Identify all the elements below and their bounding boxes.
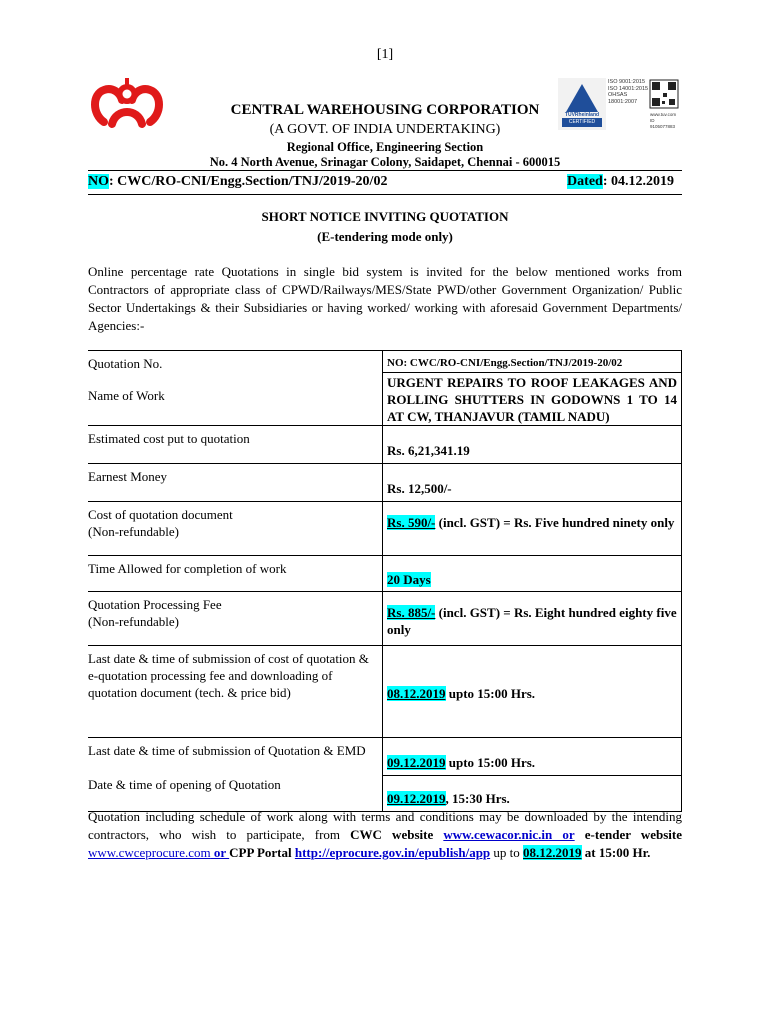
table-row-processing-fee (88, 592, 682, 646)
name-of-work-label: Name of Work (88, 373, 383, 426)
processing-fee-value (383, 592, 682, 646)
opening-date: 09.12.2019 (387, 791, 446, 806)
ref-no-value: : CWC/RO-CNI/Engg.Section/TNJ/2019-20/02 (109, 174, 388, 189)
last-date-emd-time: upto 15:00 Hrs. (445, 755, 536, 770)
table-row-earnest-money (88, 464, 682, 502)
notice-title: SHORT NOTICE INVITING QUOTATION (261, 209, 509, 224)
ref-dated-label: Dated (567, 174, 603, 189)
quotation-details-table (88, 350, 682, 812)
document-cost-label-line2: (Non-refundable) (88, 524, 179, 539)
time-allowed-days: 20 Days (387, 572, 431, 587)
etender-website-link[interactable]: www.cwceprocure.com (88, 845, 211, 860)
reference-date (567, 174, 674, 190)
footer-deadline-time: at 15:00 Hr. (581, 845, 651, 860)
opening-time: , 15:30 Hrs. (445, 791, 510, 806)
name-of-work-value: URGENT REPAIRS TO ROOF LEAKAGES AND ROLLING SHUTTERS IN GODOWNS 1 TO 14 AT CW, THANJAVUR (TAMIL NADU) (383, 373, 682, 426)
ref-dated-value: : 04.12.2019 (602, 174, 674, 189)
table-row-document-cost (88, 502, 682, 556)
document-cost-label-line1: Cost of quotation document (88, 507, 233, 522)
cwc-website-label: CWC website (350, 827, 444, 842)
time-allowed-value (383, 556, 682, 592)
cert-id: ID 9105077883 (650, 118, 676, 129)
cert-ohsas: OHSAS (608, 92, 628, 98)
table-row-quotation-no (88, 351, 682, 373)
ref-no-label: NO (88, 174, 109, 189)
table-row-last-date-document (88, 646, 682, 738)
estimated-cost-value: Rs. 6,21,341.19 (383, 426, 682, 464)
opening-label: Date & time of opening of Quotation (88, 776, 383, 812)
estimated-cost-label: Estimated cost put to quotation (88, 426, 383, 464)
last-date-emd-value (383, 738, 682, 776)
footer-text: Quotation including schedule of work along with terms and conditions may be downloaded by the intending contractors, who wish to participate, from (88, 809, 682, 842)
last-date-document-date: 08.12.2019 (387, 686, 446, 701)
footer-upto: up to (490, 845, 524, 860)
header-rule-top (88, 170, 682, 171)
etender-website-label: e-tender website (584, 827, 683, 842)
processing-fee-label-line1: Quotation Processing Fee (88, 597, 222, 612)
processing-fee-label (88, 592, 383, 646)
opening-value (383, 776, 682, 812)
tuv-certified-text: CERTIFIED (568, 119, 596, 125)
notice-subtitle: (E-tendering mode only) (317, 229, 453, 244)
quotation-no-value: NO: CWC/RO-CNI/Engg.Section/TNJ/2019-20/02 (383, 351, 682, 373)
office-address: No. 4 North Avenue, Srinagar Colony, Saidapet, Chennai - 600015 (209, 155, 561, 169)
footer-deadline-date: 08.12.2019 (523, 845, 582, 860)
table-row-name-of-work (88, 373, 682, 426)
tuv-mark-text: TÜVRheinland (564, 112, 600, 118)
processing-fee-label-line2: (Non-refundable) (88, 614, 179, 629)
last-date-document-value (383, 646, 682, 738)
processing-fee-amount: Rs. 885/- (387, 605, 436, 620)
cert-ohsas-year: 18001:2007 (608, 98, 638, 105)
cpp-portal-link[interactable]: http://eprocure.gov.in/epublish/app (294, 845, 491, 860)
last-date-document-time: upto 15:00 Hrs. (445, 686, 536, 701)
document-cost-words: (incl. GST) = Rs. Five hundred ninety only (435, 515, 675, 530)
header-rule-bottom (88, 194, 682, 195)
table-row-last-date-emd (88, 738, 682, 776)
etender-or-text: or (210, 845, 230, 860)
last-date-document-label: Last date & time of submission of cost of quotation & e-quotation processing fee and downloading of quotation document (tech. & price bid) (88, 646, 383, 738)
table-row-estimated-cost (88, 426, 682, 464)
document-cost-value (383, 502, 682, 556)
office-name: Regional Office, Engineering Section (286, 140, 484, 154)
cert-iso9001: ISO 9001:2015 (608, 79, 646, 85)
org-subtitle: (A GOVT. OF INDIA UNDERTAKING) (269, 122, 501, 137)
last-date-emd-label: Last date & time of submission of Quotation & EMD (88, 743, 366, 758)
document-cost-label (88, 502, 383, 556)
cwc-website-link[interactable]: www.cewacor.nic.in or (443, 827, 575, 842)
cpp-portal-label: CPP Portal (229, 845, 295, 860)
download-instructions (88, 808, 682, 862)
page-number: [1] (376, 47, 394, 62)
cert-iso14001: ISO 14001:2015 (608, 85, 649, 92)
notice-intro: Online percentage rate Quotations in single bid system is invited for the below mentioned works from Contractors of appropriate class of CPWD/Railways/MES/State PWD/other Government Organization/ Public Sector Undertakings & their Subsidiaries or having worked/ working with aforesaid Government Departments/ Agencies:- (88, 264, 682, 333)
org-name: CENTRAL WAREHOUSING CORPORATION (230, 102, 540, 118)
quotation-no-label: Quotation No. (88, 351, 383, 373)
table-row-time-allowed (88, 556, 682, 592)
earnest-money-label: Earnest Money (88, 464, 383, 502)
table-row-opening (88, 776, 682, 812)
reference-number (88, 174, 387, 190)
processing-fee-words: (incl. GST) = Rs. Eight hundred eighty five only (387, 605, 677, 637)
document-cost-amount: Rs. 590/- (387, 515, 436, 530)
cert-web: www.tuv.com (650, 112, 677, 117)
last-date-emd-date: 09.12.2019 (387, 755, 446, 770)
time-allowed-label: Time Allowed for completion of work (88, 556, 383, 592)
earnest-money-value: Rs. 12,500/- (383, 464, 682, 502)
